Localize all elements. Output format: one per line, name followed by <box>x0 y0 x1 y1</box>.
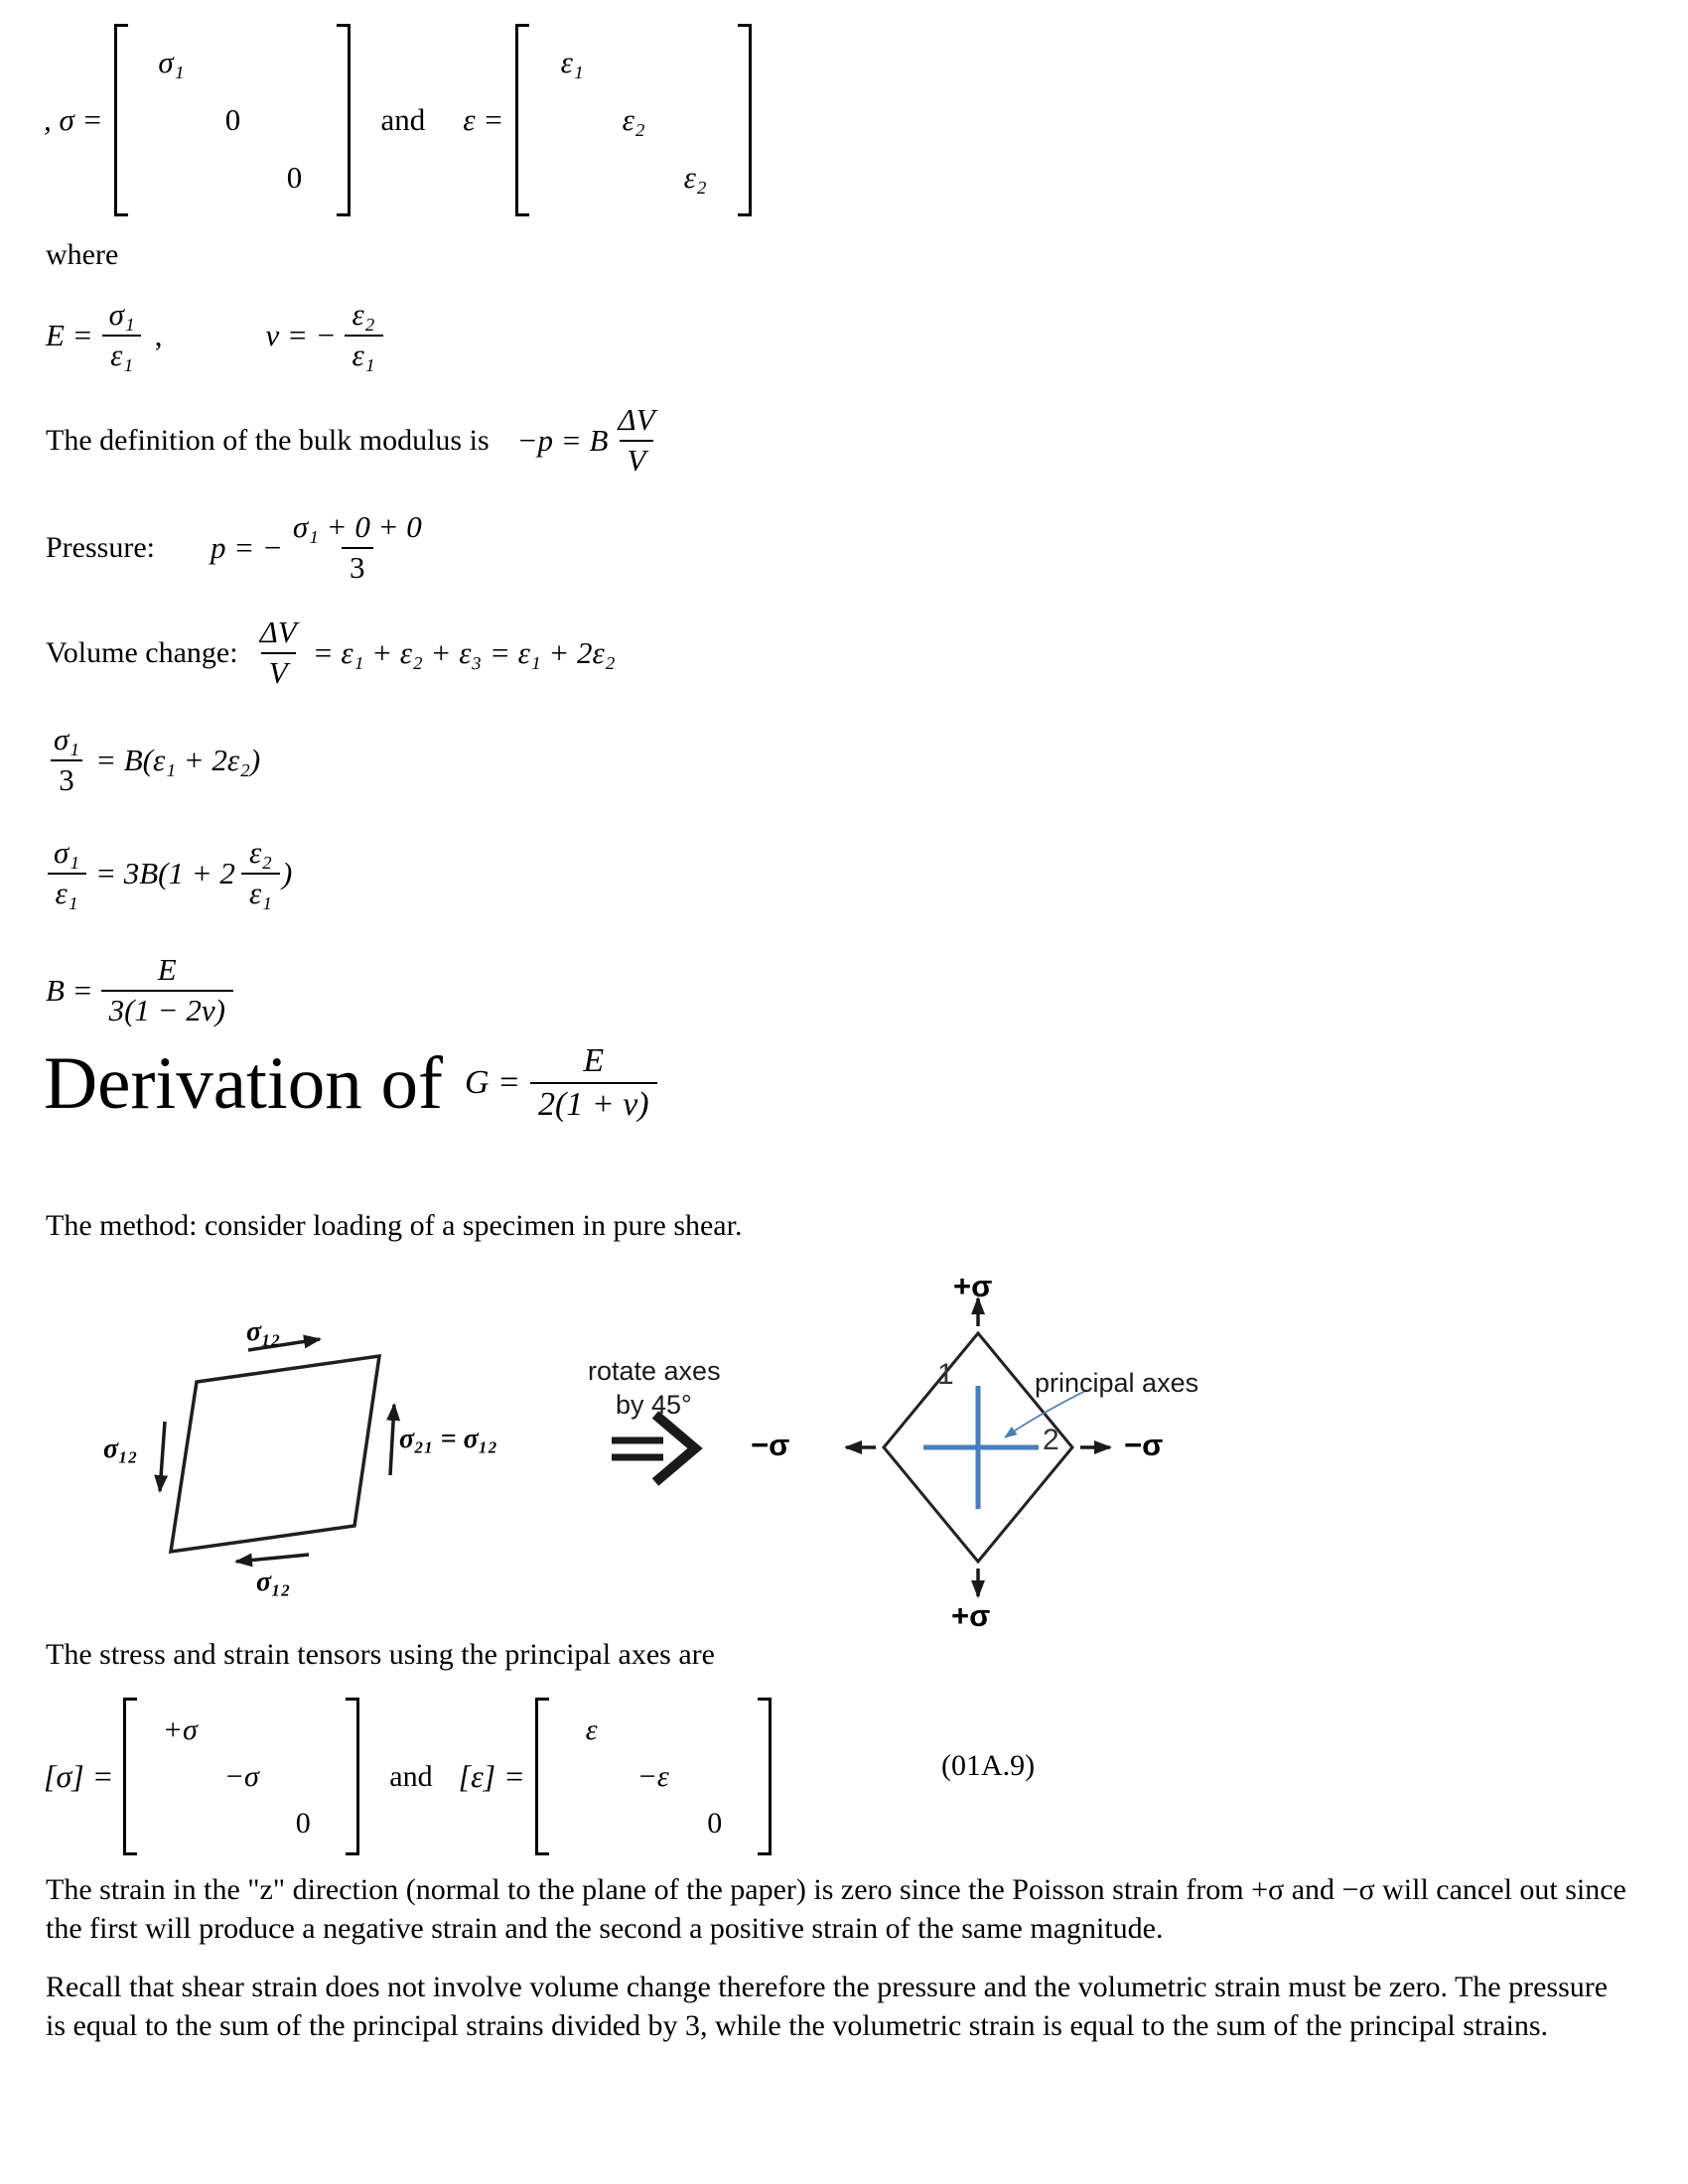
epsilon-matrix <box>515 24 752 216</box>
principal-tensors-line <box>44 1698 772 1855</box>
B-fraction: $\frac{E}{3(1 - 2\nu)}$ <box>101 951 233 1029</box>
z-strain-paragraph: The strain in the "z" direction (normal to the plane of the paper) is zero since the Poisson strain from +σ and −σ will cancel out since the first will produce a negative strain and the second a positive strain of the same magnitude. <box>46 1873 1626 1945</box>
left-bracket <box>114 24 128 216</box>
G-fraction: $\frac{E}{2(1 + \nu)}$ <box>530 1040 657 1126</box>
nu-fraction: $\frac{\text{ε₂}}{\text{ε₁}}$ <box>345 296 383 374</box>
sigmaeps-mid: = 3B(1 + 2 <box>95 855 235 890</box>
right-bracket <box>758 1698 772 1855</box>
eps-ratio-fraction: $\frac{\text{ε₂}}{\text{ε₁}}$ <box>241 834 280 912</box>
sigma-matrix <box>114 24 351 216</box>
matrix-cell: 0 <box>295 1806 311 1840</box>
pressure-line <box>46 508 438 587</box>
matrix-cell: +σ <box>162 1712 198 1746</box>
matrix-cell: 0 <box>224 102 241 137</box>
sigmaeps-fraction: $\frac{\text{σ₁}}{\text{ε₁}}$ <box>46 834 87 912</box>
shear-arrow-bottom <box>236 1555 309 1562</box>
matrix-cell: ε₁ <box>560 45 584 79</box>
matrix-cell: ε₂ <box>683 160 707 195</box>
bulk-modulus-line <box>46 401 671 479</box>
shear-arrow-left <box>160 1422 165 1491</box>
principal-axes-label: principal axes <box>1035 1368 1199 1398</box>
heading-G-equation <box>465 1040 665 1126</box>
sheared-parallelogram <box>171 1356 379 1552</box>
axis-2-label: 2 <box>1043 1424 1059 1456</box>
youngs-modulus-poisson-line <box>46 296 391 374</box>
sigma21-equals-sigma12-label: σ₂₁ = σ₁₂ <box>399 1424 498 1454</box>
matrix-cell: 0 <box>286 160 303 195</box>
where-label: where <box>46 238 119 271</box>
sigma-tensor-matrix <box>123 1698 359 1855</box>
stress-strain-matrices-line <box>44 24 752 216</box>
epsilon-tensor-lhs: [ε] = <box>458 1758 525 1794</box>
and-conjunction: and <box>380 102 426 137</box>
pure-shear-diagram <box>60 1271 1192 1628</box>
plus-sigma-top-label: +σ <box>953 1269 993 1303</box>
matrix-cell: 0 <box>707 1806 723 1840</box>
heading-title: Derivation of <box>44 1041 443 1125</box>
B-lhs: B = <box>46 972 93 1008</box>
left-bracket <box>123 1698 137 1855</box>
matrix-cell: σ₁ <box>158 45 185 79</box>
minus-sigma-left-label: −σ <box>751 1428 790 1462</box>
volume-change-line <box>46 614 616 692</box>
bulk-modulus-text: The definition of the bulk modulus is <box>46 423 490 457</box>
sigma-over-eps-equation <box>46 834 292 912</box>
plus-sigma-bottom-label: +σ <box>951 1598 991 1633</box>
matrix-cell: ε₂ <box>622 102 645 137</box>
left-bracket <box>515 24 529 216</box>
matrix-cell: −ε <box>636 1759 669 1793</box>
nu-lhs: ν = − <box>265 317 337 352</box>
minus-sigma-right-label: −σ <box>1124 1428 1164 1462</box>
matrix-cell: −σ <box>223 1759 259 1793</box>
sigma-matrix-lhs: , σ = <box>44 102 103 137</box>
rotate-axes-label-line1: rotate axes <box>588 1356 721 1386</box>
sigma12-bottom-label: σ₁₂ <box>256 1567 291 1597</box>
shear-arrow-right <box>390 1405 394 1475</box>
volume-fraction: $\frac{\Delta V}{V}$ <box>252 614 305 692</box>
rotate-axes-label-line2: by 45° <box>616 1390 692 1420</box>
axis-1-label: 1 <box>937 1358 954 1391</box>
G-lhs: G = <box>464 1064 520 1102</box>
right-bracket <box>337 24 351 216</box>
comma: , <box>154 317 163 352</box>
right-bracket <box>738 24 752 216</box>
sigma-tensor-lhs: [σ] = <box>44 1758 114 1794</box>
recall-paragraph: Recall that shear strain does not involve volume change therefore the pressure and the volumetric strain must be zero. The pressure is equal to the sum of the principal strains divided by 3, while the volumetric strain is equal to the sum of the principal strains. <box>46 1971 1609 2042</box>
epsilon-tensor-matrix <box>535 1698 772 1855</box>
E-lhs: E = <box>46 317 93 352</box>
sigma12-left-label: σ₁₂ <box>103 1433 138 1464</box>
pressure-lhs: p = − <box>210 529 283 565</box>
matrix-cell: ε <box>585 1712 598 1746</box>
epsilon-matrix-lhs: ε = <box>463 102 504 137</box>
pressure-fraction: $\frac{\text{σ₁ + 0 + 0}}{3}$ <box>285 508 430 587</box>
tensors-intro-sentence: The stress and strain tensors using the principal axes are <box>46 1638 715 1671</box>
bulk-modulus-result-equation <box>46 951 241 1029</box>
principal-axes-cross <box>923 1386 1039 1509</box>
implies-arrow <box>612 1415 695 1482</box>
right-bracket <box>346 1698 359 1855</box>
and-conjunction: and <box>389 1759 433 1793</box>
sigma3-fraction: $\frac{\text{σ₁}}{3}$ <box>46 721 87 799</box>
sigma-over-3-equation <box>46 721 260 799</box>
volume-rhs: = ε₁ + ε₂ + ε₃ = ε₁ + 2ε₂ <box>312 634 616 670</box>
section-heading <box>44 1040 665 1126</box>
bulk-lhs: −p = B <box>516 422 609 458</box>
E-fraction: $\frac{\text{σ₁}}{\text{ε₁}}$ <box>101 296 143 374</box>
sigma3-rhs: = B(ε₁ + 2ε₂) <box>95 742 261 777</box>
equation-number: (01A.9) <box>941 1749 1036 1782</box>
dV-over-V-fraction: $\frac{\Delta V}{V}$ <box>610 401 662 479</box>
pressure-label: Pressure: <box>46 530 155 564</box>
volume-change-label: Volume change: <box>46 635 238 669</box>
sigmaeps-close: ) <box>281 855 293 890</box>
sigma12-top-label: σ₁₂ <box>246 1316 281 1347</box>
method-sentence: The method: consider loading of a specimen in pure shear. <box>46 1209 743 1242</box>
left-bracket <box>535 1698 549 1855</box>
